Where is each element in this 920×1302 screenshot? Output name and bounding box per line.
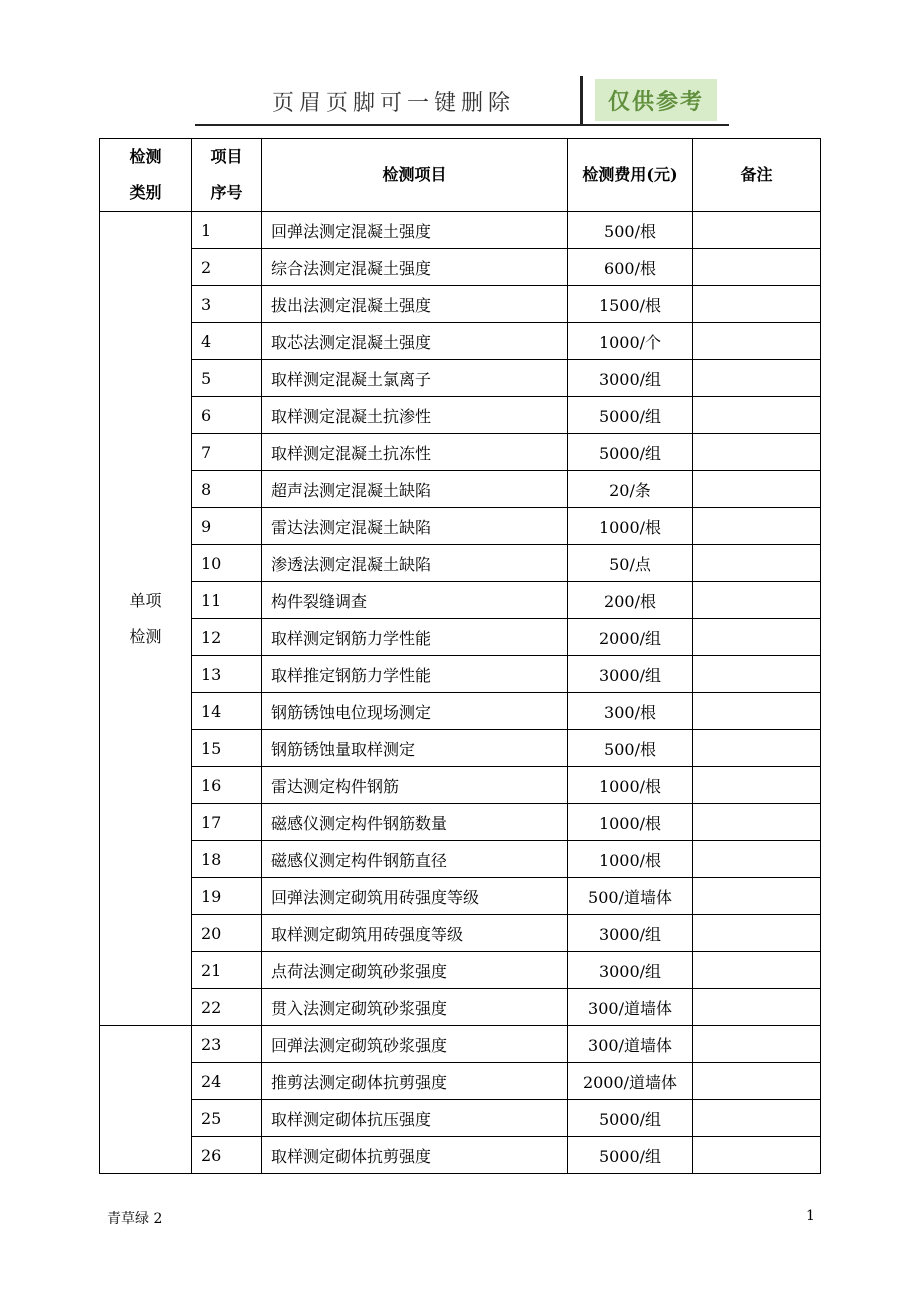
row-note: [693, 1063, 821, 1100]
row-fee: 2000/道墙体: [568, 1063, 693, 1100]
row-note: [693, 1026, 821, 1063]
row-seq: 14: [192, 693, 262, 730]
row-note: [693, 1100, 821, 1137]
row-item: 磁感仪测定构件钢筋直径: [262, 841, 568, 878]
row-item: 取芯法测定混凝土强度: [262, 323, 568, 360]
table-row: [100, 915, 821, 952]
table-row: [100, 656, 821, 693]
row-fee: 5000/组: [568, 1100, 693, 1137]
category-line1: 单项: [129, 590, 162, 610]
row-note: [693, 878, 821, 915]
row-item: 超声法测定混凝土缺陷: [262, 471, 568, 508]
table-row: [100, 471, 821, 508]
row-note: [693, 841, 821, 878]
row-fee: 600/根: [568, 249, 693, 286]
row-fee: 1500/根: [568, 286, 693, 323]
row-seq: 11: [192, 582, 262, 619]
header-category: [100, 139, 192, 212]
row-fee: 500/根: [568, 730, 693, 767]
table-row: [100, 323, 821, 360]
row-seq: 20: [192, 915, 262, 952]
row-fee: 300/根: [568, 693, 693, 730]
row-item: 取样测定混凝土抗渗性: [262, 397, 568, 434]
row-seq: 4: [192, 323, 262, 360]
row-item: 取样测定混凝土氯离子: [262, 360, 568, 397]
table-row: [100, 212, 821, 249]
table-row: [100, 767, 821, 804]
row-item: 综合法测定混凝土强度: [262, 249, 568, 286]
row-item: 回弹法测定砌筑砂浆强度: [262, 1026, 568, 1063]
table-row: [100, 1100, 821, 1137]
row-note: [693, 249, 821, 286]
category-cell: [100, 212, 192, 1026]
row-item: 雷达测定构件钢筋: [262, 767, 568, 804]
row-fee: 5000/组: [568, 1137, 693, 1174]
header-item: 检测项目: [262, 139, 568, 212]
row-item: 钢筋锈蚀量取样测定: [262, 730, 568, 767]
row-seq: 8: [192, 471, 262, 508]
row-seq: 10: [192, 545, 262, 582]
header-underline: [195, 124, 580, 126]
table-row: [100, 249, 821, 286]
table-row: [100, 1063, 821, 1100]
row-fee: 500/道墙体: [568, 878, 693, 915]
row-item: 构件裂缝调查: [262, 582, 568, 619]
row-seq: 5: [192, 360, 262, 397]
row-fee: 2000/组: [568, 619, 693, 656]
row-item: 贯入法测定砌筑砂浆强度: [262, 989, 568, 1026]
row-seq: 25: [192, 1100, 262, 1137]
row-item: 推剪法测定砌体抗剪强度: [262, 1063, 568, 1100]
row-item: 取样测定砌体抗剪强度: [262, 1137, 568, 1174]
row-seq: 13: [192, 656, 262, 693]
row-fee: 5000/组: [568, 434, 693, 471]
table-row: [100, 952, 821, 989]
row-seq: 18: [192, 841, 262, 878]
row-seq: 9: [192, 508, 262, 545]
row-note: [693, 1137, 821, 1174]
row-fee: 500/根: [568, 212, 693, 249]
row-note: [693, 804, 821, 841]
table-row: [100, 841, 821, 878]
row-item: 取样测定砌体抗压强度: [262, 1100, 568, 1137]
row-seq: 2: [192, 249, 262, 286]
row-fee: 1000/根: [568, 804, 693, 841]
footer-label: 青草绿 2: [107, 1211, 163, 1227]
table-row: [100, 360, 821, 397]
row-item: 取样测定砌筑用砖强度等级: [262, 915, 568, 952]
row-fee: 3000/组: [568, 952, 693, 989]
table-row: [100, 1137, 821, 1174]
row-fee: 3000/组: [568, 360, 693, 397]
inspection-fee-table: [99, 138, 821, 1174]
row-seq: 12: [192, 619, 262, 656]
row-item: 回弹法测定砌筑用砖强度等级: [262, 878, 568, 915]
row-item: 取样测定混凝土抗冻性: [262, 434, 568, 471]
row-fee: 300/道墙体: [568, 989, 693, 1026]
row-note: [693, 619, 821, 656]
row-note: [693, 730, 821, 767]
category-cell-empty: [100, 1026, 192, 1174]
row-note: [693, 286, 821, 323]
row-seq: 7: [192, 434, 262, 471]
row-fee: 1000/根: [568, 767, 693, 804]
header-seq: [192, 139, 262, 212]
row-note: [693, 582, 821, 619]
row-seq: 16: [192, 767, 262, 804]
row-note: [693, 323, 821, 360]
header-title: 页眉页脚可一键删除: [272, 91, 516, 116]
row-note: [693, 397, 821, 434]
row-item: 磁感仪测定构件钢筋数量: [262, 804, 568, 841]
row-item: 回弹法测定混凝土强度: [262, 212, 568, 249]
row-seq: 15: [192, 730, 262, 767]
table-header-row: [100, 139, 821, 212]
row-note: [693, 915, 821, 952]
row-item: 点荷法测定砌筑砂浆强度: [262, 952, 568, 989]
table-row: [100, 989, 821, 1026]
table-row: [100, 878, 821, 915]
row-item: 渗透法测定混凝土缺陷: [262, 545, 568, 582]
table-row: [100, 804, 821, 841]
row-seq: 19: [192, 878, 262, 915]
table-row: [100, 545, 821, 582]
table-row: [100, 286, 821, 323]
row-item: 钢筋锈蚀电位现场测定: [262, 693, 568, 730]
row-note: [693, 952, 821, 989]
row-seq: 23: [192, 1026, 262, 1063]
header-category-line2: 类别: [129, 183, 162, 202]
row-fee: 1000/根: [568, 841, 693, 878]
row-note: [693, 989, 821, 1026]
row-seq: 21: [192, 952, 262, 989]
table-row: [100, 508, 821, 545]
row-item: 取样测定钢筋力学性能: [262, 619, 568, 656]
table-body: [100, 212, 821, 1174]
row-note: [693, 212, 821, 249]
row-note: [693, 508, 821, 545]
row-seq: 26: [192, 1137, 262, 1174]
header-fee: 检测费用(元): [568, 139, 693, 212]
row-fee: 1000/个: [568, 323, 693, 360]
row-note: [693, 656, 821, 693]
table-row: [100, 730, 821, 767]
row-fee: 200/根: [568, 582, 693, 619]
table-row: [100, 397, 821, 434]
row-item: 取样推定钢筋力学性能: [262, 656, 568, 693]
row-note: [693, 693, 821, 730]
row-fee: 20/条: [568, 471, 693, 508]
header-seq-line1: 项目: [210, 147, 243, 166]
row-note: [693, 545, 821, 582]
row-note: [693, 360, 821, 397]
row-fee: 300/道墙体: [568, 1026, 693, 1063]
row-note: [693, 471, 821, 508]
reference-only-badge: 仅供参考: [595, 79, 717, 121]
row-fee: 50/点: [568, 545, 693, 582]
header-underline-right: [583, 124, 729, 126]
table-row: [100, 582, 821, 619]
category-line2: 检测: [129, 626, 162, 646]
header-note: 备注: [693, 139, 821, 212]
header-divider: [580, 76, 583, 126]
row-note: [693, 767, 821, 804]
row-seq: 6: [192, 397, 262, 434]
row-seq: 17: [192, 804, 262, 841]
table-row: [100, 1026, 821, 1063]
row-fee: 5000/组: [568, 397, 693, 434]
header-seq-line2: 序号: [210, 183, 243, 202]
page-number: 1: [806, 1208, 815, 1224]
row-seq: 3: [192, 286, 262, 323]
row-note: [693, 434, 821, 471]
header-category-line1: 检测: [129, 147, 162, 166]
row-fee: 3000/组: [568, 656, 693, 693]
row-fee: 1000/根: [568, 508, 693, 545]
table-row: [100, 619, 821, 656]
row-item: 雷达法测定混凝土缺陷: [262, 508, 568, 545]
table-row: [100, 693, 821, 730]
row-seq: 24: [192, 1063, 262, 1100]
row-seq: 1: [192, 212, 262, 249]
row-fee: 3000/组: [568, 915, 693, 952]
row-item: 拔出法测定混凝土强度: [262, 286, 568, 323]
row-seq: 22: [192, 989, 262, 1026]
table-row: [100, 434, 821, 471]
